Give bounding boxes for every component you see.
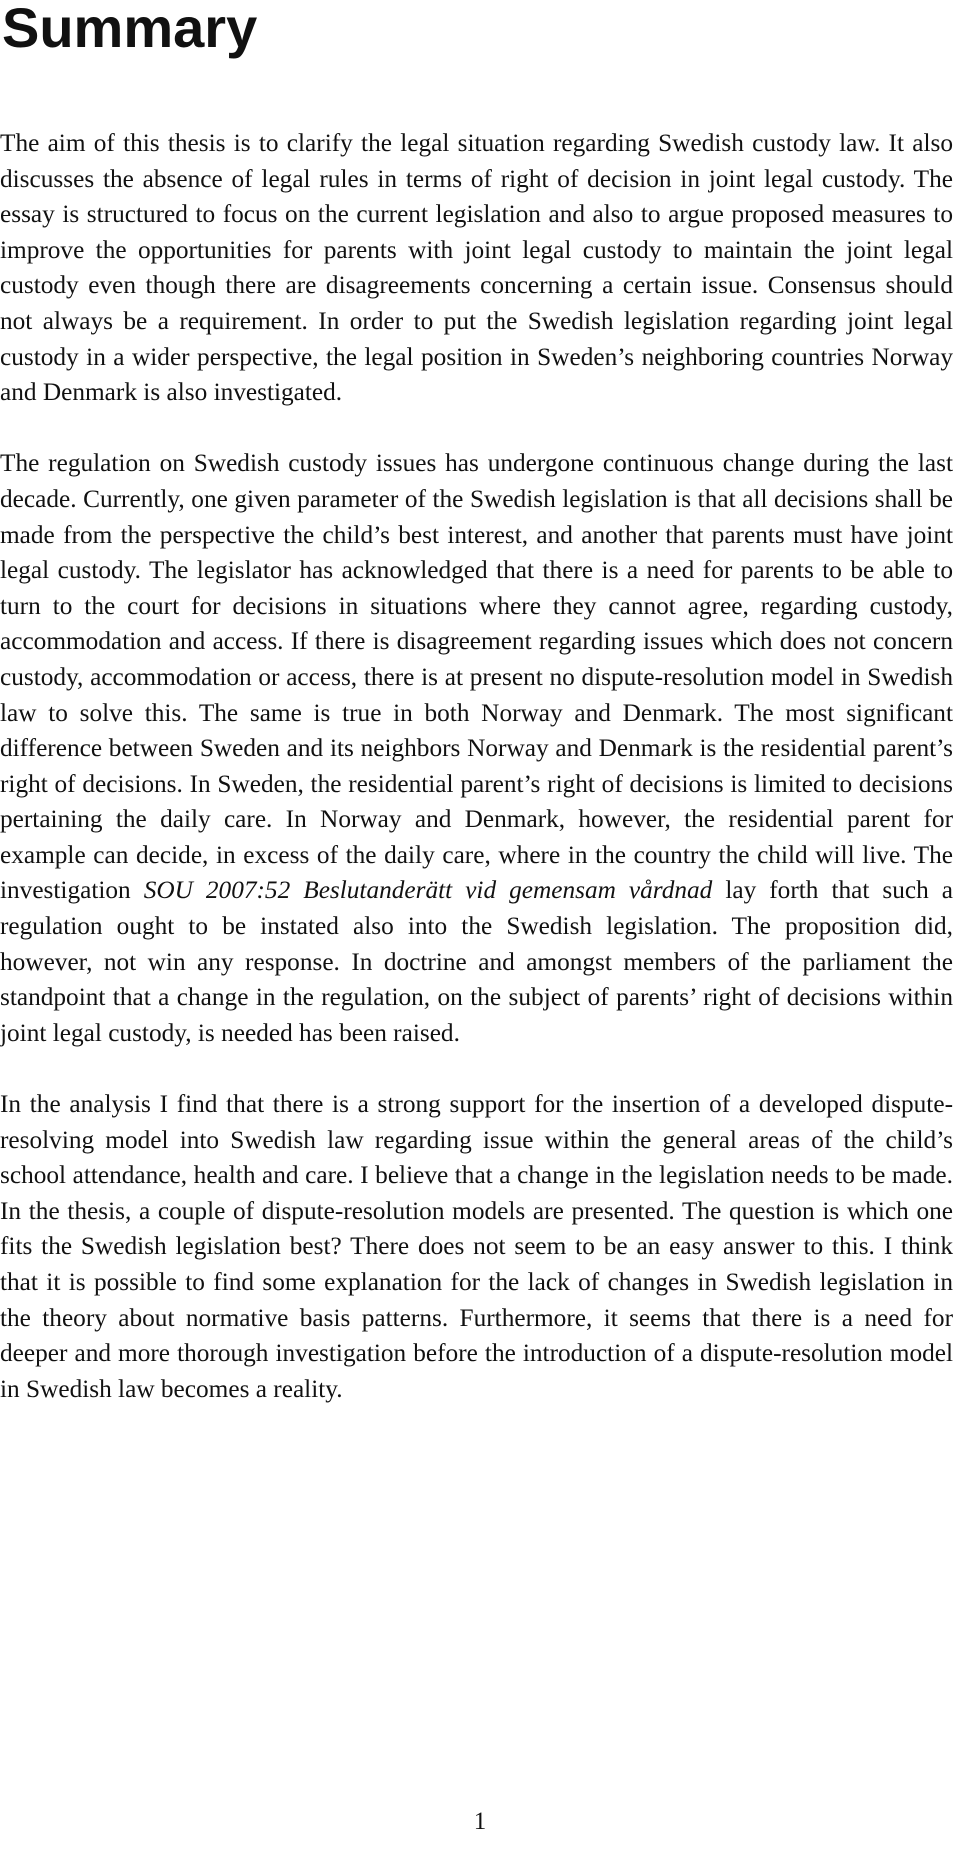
paragraph-regulation-text-start: The regulation on Swedish custody issues has undergone continuous change during the last decade. Currently, one given parameter of the Swedish legislation is that all decisions shall be made from the perspective the child’s best interest, and another that parents must have joint legal custody. The legislator has acknowledged that there is a need for parents to be able to turn to the court for decisions in situations where they cannot agree, regarding custody, accommodation and access. If there is disagreement regarding issues which does not concern custody, accommodation or access, there is at present no dispute-resolution model in Swedish law to solve this. The same is true in both Norway and Denmark. The most significant difference between Sweden and its neighbors Norway and Denmark is the residential parent’s right of decisions. In Sweden, the residential parent’s right of decisions is limited to decisions pertaining the daily care. In Norway and Denmark, however, the residential parent for example can decide, in excess of the daily care, where in the country the child will live. The investigation (0, 449, 953, 905)
paragraph-analysis: In the analysis I find that there is a strong support for the insertion of a developed dispute-resolving model into Swedish law regarding issue within the general areas of the child’s school attendance, health and care. I believe that a change in the legislation needs to be made. In the thesis, a couple of dispute-resolution models are presented. The question is which one fits the Swedish legislation best? There does not seem to be an easy answer to this. I think that it is possible to find some explanation for the lack of changes in Swedish legislation in the theory about normative basis patterns. Furthermore, it seems that there is a need for deeper and more thorough investigation before the introduction of a dispute-resolution model in Swedish law becomes a reality. (0, 1090, 953, 1403)
paragraph-aim: The aim of this thesis is to clarify the legal situation regarding Swedish custody law. It also discusses the absence of legal rules in terms of right of decision in joint legal custody. The essay is structured to focus on the current legislation and also to argue proposed measures to improve the opportunities for parents with joint legal custody to maintain the joint legal custody even though there are disagreements concerning a certain issue. Consensus should not always be a requirement. In order to put the Swedish legislation regarding joint legal custody in a wider perspective, the legal position in Sweden’s neighboring countries Norway and Denmark is also investigated. (0, 129, 953, 407)
paragraph-regulation (0, 446, 953, 1051)
paragraph-regulation-text-end: lay forth that such a regulation ought to be instated also into the Swedish legislation. The proposition did, however, not win any response. In doctrine and amongst members of the parliament the standpoint that a change in the regulation, on the subject of parents’ right of decisions within joint legal custody, is needed has been raised. (0, 876, 954, 1047)
summary-body (0, 126, 953, 1407)
investigation-title: SOU 2007:52 Beslutanderätt vid gemensam vårdnad (143, 876, 713, 905)
page-title: Summary (2, 0, 258, 59)
page-number: 1 (473, 1808, 487, 1835)
